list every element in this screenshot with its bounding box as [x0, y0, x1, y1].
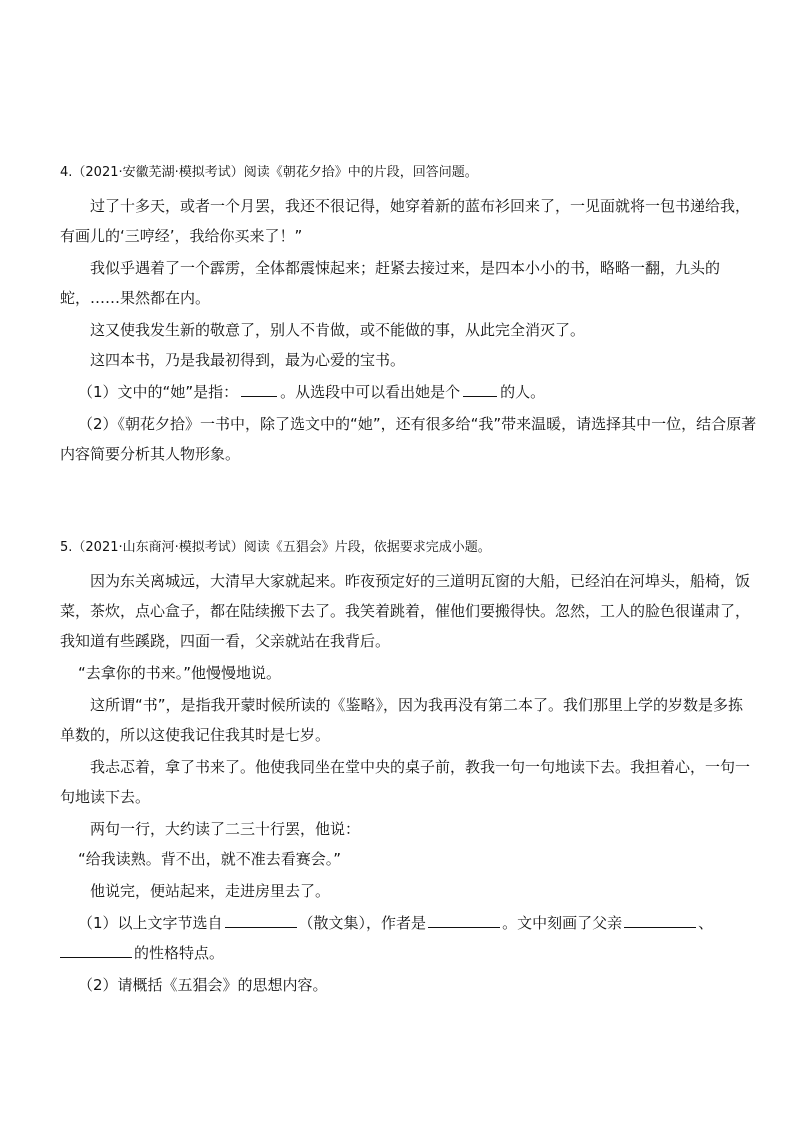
q4-sub1-text-a: （1）文中的“她”是指：: [78, 383, 239, 401]
q5-paragraph-4-line-2: 句地读下去。: [60, 788, 151, 806]
q5-paragraph-6: “给我读熟。背不出，就不准去看赛会。”: [78, 850, 342, 868]
q4-paragraph-1-line-1: 过了十多天，或者一个月罢，我还不很记得，她穿着新的蓝布衫回来了，一见面就将一包书递给我，: [90, 197, 751, 215]
q5-paragraph-3-line-1: 这所谓“书”，是指我开蒙时候所读的《鉴略》，因为我再没有第二本了。我们那里上学的岁数是多拣: [90, 696, 744, 714]
answer-blank[interactable]: [624, 913, 696, 928]
answer-blank[interactable]: [60, 943, 132, 958]
q4-subquestion-2-line-2: 内容简要分析其人物形象。: [60, 445, 241, 463]
q5-paragraph-2: “去拿你的书来。”他慢慢地说。: [78, 664, 282, 682]
q5-paragraph-3-line-2: 单数的，所以这使我记住我其时是七岁。: [60, 726, 331, 744]
q4-paragraph-2-line-1: 我似乎遇着了一个霹雳，全体都震悚起来；赶紧去接过来，是四本小小的书，略略一翻，九头的: [90, 259, 721, 277]
q4-paragraph-3: 这又使我发生新的敬意了，别人不肯做，或不能做的事，从此完全消灭了。: [90, 321, 586, 339]
q4-paragraph-2-line-2: 蛇，……果然都在内。: [60, 289, 211, 307]
q5-paragraph-7: 他说完，便站起来，走进房里去了。: [90, 882, 331, 900]
q5-sub1-text-a: （1）以上文字节选自: [78, 914, 223, 932]
q4-subquestion-2-line-1: （2）《朝花夕拾》一书中，除了选文中的“她”，还有很多给“我”带来温暖，请选择其中一位，结合原著: [78, 415, 757, 433]
q5-sub1-text-e: 的性格特点。: [134, 944, 225, 962]
q5-paragraph-5: 两句一行，大约读了二三十行罢，他说：: [90, 820, 361, 838]
q4-paragraph-4: 这四本书，乃是我最初得到，最为心爱的宝书。: [90, 351, 406, 369]
q4-subquestion-1: [0, 382, 794, 402]
q5-paragraph-4-line-1: 我忐忑着，拿了书来了。他使我同坐在堂中央的桌子前，教我一句一句地读下去。我担着心，一句一: [90, 758, 751, 776]
q4-sub1-text-c: 的人。: [500, 383, 546, 401]
q5-paragraph-1-line-2: 菜，茶炊，点心盒子，都在陆续搬下去了。我笑着跳着，催他们要搬得快。忽然，工人的脸色很谨肃了，: [60, 602, 751, 620]
answer-blank[interactable]: [463, 382, 497, 397]
q5-paragraph-1-line-3: 我知道有些蹊跷，四面一看，父亲就站在我背后。: [60, 632, 391, 650]
q5-paragraph-1-line-1: 因为东关离城远，大清早大家就起来。昨夜预定好的三道明瓦窗的大船，已经泊在河埠头，船椅，饭: [90, 572, 751, 590]
q5-subquestion-1-line-2: [0, 943, 794, 963]
q4-header: 4.（2021·安徽芜湖·模拟考试）阅读《朝花夕拾》中的片段，回答问题。: [60, 165, 478, 180]
q5-sub1-text-c: 。文中刻画了父亲: [502, 914, 623, 932]
answer-blank[interactable]: [225, 913, 297, 928]
q4-sub1-text-b: 。从选段中可以看出她是个: [280, 383, 461, 401]
answer-blank[interactable]: [241, 382, 277, 397]
q5-subquestion-1-line-1: [0, 913, 794, 933]
q5-header: 5.（2021·山东商河·模拟考试）阅读《五猖会》片段，依据要求完成小题。: [60, 540, 491, 555]
answer-blank[interactable]: [428, 913, 500, 928]
q5-sub1-text-d: 、: [698, 914, 714, 932]
q5-subquestion-2: （2）请概括《五猖会》的思想内容。: [78, 976, 328, 994]
q4-paragraph-1-line-2: 有画儿的‘三哼经’，我给你买来了！”: [60, 227, 303, 245]
q5-sub1-text-b: （散文集），作者是: [298, 914, 427, 932]
